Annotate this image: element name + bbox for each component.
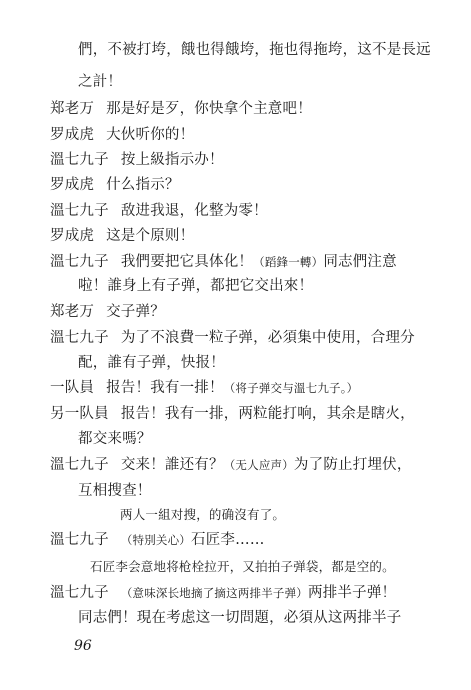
speaker-name: 溫七九子 [50,152,109,168]
speaker-name: 溫七九子 [50,532,109,548]
stage-direction: 石匠李会意地将枪栓拉开，又拍拍子弹袋，都是空的。 [90,559,395,574]
dialogue-line: 罗成虎 大伙听你的！ [50,127,195,143]
dialogue-line: 溫七九子 （特別关心）石匠李…… [50,532,265,548]
text-line: 之計！ [78,74,123,90]
speaker-name: 溫七九子 [50,254,109,270]
text-line: 配，誰有子弹，快报！ [78,355,225,371]
speaker-name: 罗成虎 [50,177,95,193]
speaker-name: 溫七九子 [50,457,109,473]
dialogue-line: 罗成虎 这是个原则！ [50,228,195,244]
dialogue-line: 郑老万 交子弹？ [50,304,165,320]
dialogue-line: 郑老万 那是好是歹，你快拿个主意吧！ [50,101,312,117]
page-number: 96 [74,638,92,654]
dialogue-line: 溫七九子 为了不浪費一粒子弹，必須集中使用，合理分 [50,330,415,346]
speaker-name: 另一队員 [50,406,109,422]
speaker-name: 郑老万 [50,101,95,117]
dialogue-line: 溫七九子 敌进我退，化整为零！ [50,203,268,219]
stage-direction: （特別关心） [120,533,192,547]
text-line: 們，不被打垮，餓也得餓垮，拖也得拖垮，这不是長远 [78,42,431,58]
speaker-name: 郑老万 [50,304,95,320]
stage-direction: （将子弹交与溫七九子。） [223,381,359,395]
dialogue-line: 溫七九子 按上級指示办！ [50,152,224,168]
dialogue-line: 一队員 报告！我有一排！（将子弹交与溫七九子。） [50,380,359,396]
text-line: 啦！誰身上有子弹，都把它交出來！ [78,278,314,294]
speaker-name: 罗成虎 [50,228,95,244]
speaker-name: 一队員 [50,380,95,396]
speaker-name: 罗成虎 [50,127,95,143]
dialogue-line: 溫七九子 （意味深长地摘了摘这两排半子弹）两排半子弹！ [50,585,397,601]
text-line: 都交来嗎？ [78,431,152,447]
text-line: 互相搜查！ [78,483,152,499]
stage-direction: 两人一組对搜，的确沒有了。 [120,507,286,522]
stage-direction: （蹈鋒一轉） [253,255,324,269]
dialogue-line: 溫七九子 交来！誰还有？（无人应声）为了防止打埋伏， [50,457,412,473]
speaker-name: 溫七九子 [50,203,109,219]
dialogue-line: 罗成虎 什么指示？ [50,177,180,193]
speaker-name: 溫七九子 [50,585,109,601]
text-line: 同志們！現在考虑这一切問題，必須从这两排半子 [78,610,402,626]
stage-direction: （意味深长地摘了摘这两排半子弹） [120,586,309,600]
dialogue-line: 溫七九子 我們要把它具体化！（蹈鋒一轉）同志們注意 [50,254,397,270]
speaker-name: 溫七九子 [50,330,109,346]
dialogue-line: 另一队員 报告！我有一排，两粒能打响，其余是瞎火， [50,406,415,422]
stage-direction: （无人应声） [223,458,294,472]
